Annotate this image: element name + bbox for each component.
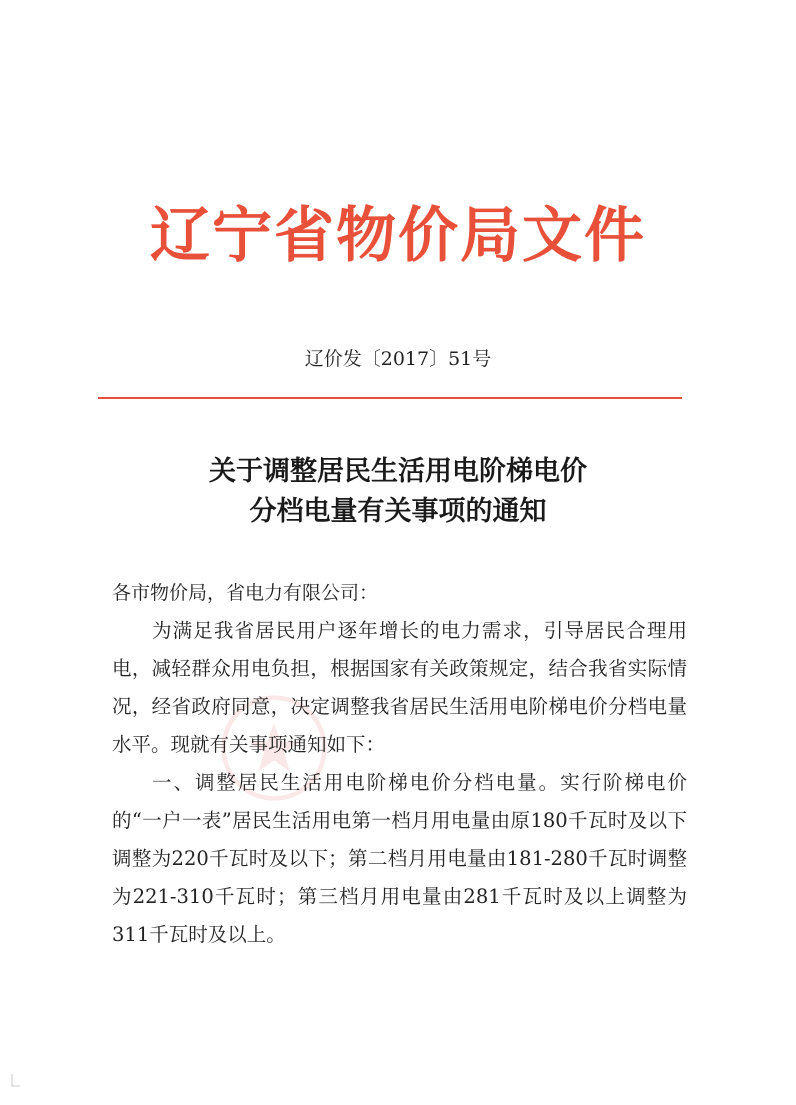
- document-number: 辽价发〔2017〕51号: [304, 348, 492, 370]
- scan-corner-mark: [10, 1072, 26, 1088]
- notice-title-line-2: 分档电量有关事项的通知: [249, 496, 547, 527]
- body-paragraph-1: 为满足我省居民用户逐年增长的电力需求，引导居民合理用电，减轻群众用电负担，根据国家有关政策规定，结合我省实际情况，经省政府同意，决定调整我省居民生活用电阶梯电价分档电量水平。现就有关事项通知如下：: [112, 619, 687, 756]
- red-divider-line: [98, 397, 682, 399]
- notice-title: [0, 452, 796, 532]
- body-paragraph-2: 一、调整居民生活用电阶梯电价分档电量。实行阶梯电价的“一户一表”居民生活用电第一档月用电量由原180千瓦时及以下调整为220千瓦时及以下；第二档月用电量由181-280千瓦时调整为221-310千瓦时；第三档月用电量由281千瓦时及以上调整为311千瓦时及以上。: [112, 771, 687, 946]
- addressee: 各市物价局，省电力有限公司：: [112, 582, 379, 604]
- issuing-authority-header: 辽宁省物价局文件: [150, 201, 646, 271]
- notice-title-line-1: 关于调整居民生活用电阶梯电价: [209, 456, 587, 487]
